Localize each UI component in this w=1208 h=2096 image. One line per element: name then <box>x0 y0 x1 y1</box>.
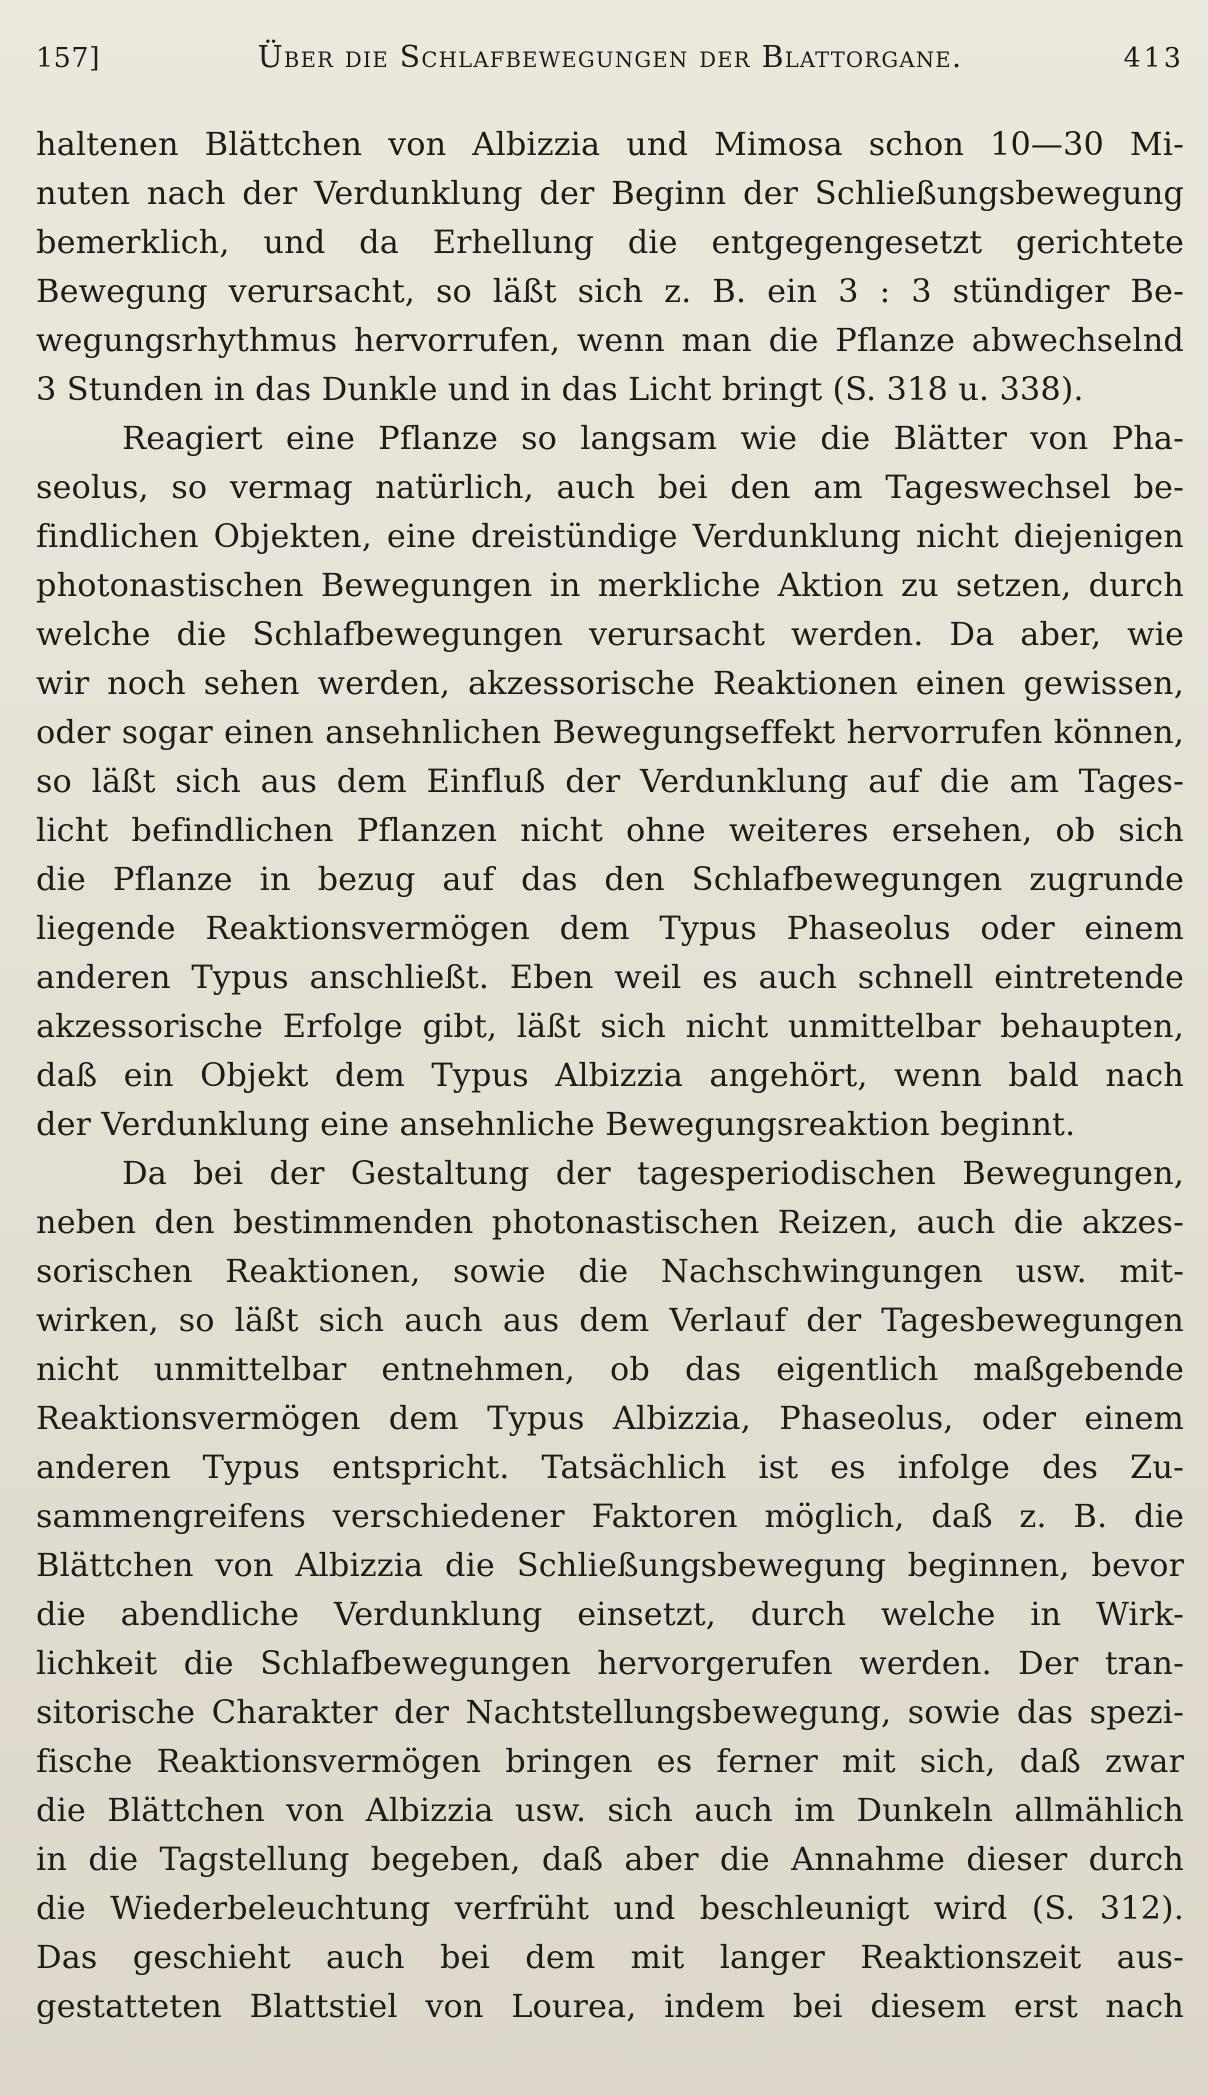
text-line: neben den bestimmenden photonastischen Reizen, auch die akzes- <box>36 1203 1184 1241</box>
text-line: seolus, so vermag natürlich, auch bei den am Tageswechsel be- <box>36 468 1184 506</box>
body-text <box>36 120 1184 2031</box>
text-line: welche die Schlafbewegungen verursacht werden. Da aber, wie <box>36 615 1184 653</box>
text-line: daß ein Objekt dem Typus Albizzia angehört, wenn bald nach <box>36 1056 1184 1094</box>
text-line: Bewegung verursacht, so läßt sich z. B. ein 3 : 3 stündiger Be- <box>36 272 1184 310</box>
text-line: lichkeit die Schlafbewegungen hervorgerufen werden. Der tran- <box>36 1644 1184 1682</box>
text-line: bemerklich, und da Erhellung die entgegengesetzt gerichtete <box>36 223 1184 261</box>
text-line: sammengreifens verschiedener Faktoren möglich, daß z. B. die <box>36 1497 1184 1535</box>
paragraph-start-line: Reagiert eine Pflanze so langsam wie die Blätter von Pha- <box>122 419 1184 457</box>
text-line: photonastischen Bewegungen in merkliche Aktion zu setzen, durch <box>36 566 1184 604</box>
text-line: der Verdunklung eine ansehnliche Bewegungsreaktion beginnt. <box>36 1105 1076 1143</box>
text-line: wegungsrhythmus hervorrufen, wenn man die Pflanze abwechselnd <box>36 321 1184 359</box>
text-line: anderen Typus entspricht. Tatsächlich ist es infolge des Zu- <box>36 1448 1184 1486</box>
text-line: wir noch sehen werden, akzessorische Reaktionen einen gewissen, <box>36 664 1184 702</box>
text-line: oder sogar einen ansehnlichen Bewegungseffekt hervorrufen können, <box>36 713 1184 751</box>
text-line: die Pflanze in bezug auf das den Schlafbewegungen zugrunde <box>36 860 1184 898</box>
text-line: die abendliche Verdunklung einsetzt, durch welche in Wirk- <box>36 1595 1184 1633</box>
text-line: sorischen Reaktionen, sowie die Nachschwingungen usw. mit- <box>36 1252 1184 1290</box>
text-line: Das geschieht auch bei dem mit langer Reaktionszeit aus- <box>36 1938 1184 1976</box>
text-line: 3 Stunden in das Dunkle und in das Licht bringt (S. 318 u. 338). <box>36 370 1084 408</box>
text-line: nuten nach der Verdunklung der Beginn der Schließungsbewegung <box>36 174 1184 212</box>
text-line: licht befindlichen Pflanzen nicht ohne weiteres ersehen, ob sich <box>36 811 1184 849</box>
text-line: findlichen Objekten, eine dreistündige Verdunklung nicht diejenigen <box>36 517 1184 555</box>
text-line: nicht unmittelbar entnehmen, ob das eigentlich maßgebende <box>36 1350 1184 1388</box>
text-line: die Blättchen von Albizzia usw. sich auch im Dunkeln allmählich <box>36 1791 1184 1829</box>
text-line: anderen Typus anschließt. Eben weil es auch schnell eintretende <box>36 958 1184 996</box>
section-number: 157] <box>36 43 101 74</box>
text-line: haltenen Blättchen von Albizzia und Mimosa schon 10—30 Mi- <box>36 125 1184 163</box>
text-line: gestatteten Blattstiel von Lourea, indem bei diesem erst nach <box>36 1987 1184 2025</box>
page-number: 413 <box>1123 43 1184 74</box>
paragraph-start-line: Da bei der Gestaltung der tagesperiodischen Bewegungen, <box>122 1154 1184 1192</box>
running-header <box>36 40 1184 102</box>
text-line: Reaktionsvermögen dem Typus Albizzia, Phaseolus, oder einem <box>36 1399 1184 1437</box>
text-line: fische Reaktionsvermögen bringen es ferner mit sich, daß zwar <box>36 1742 1184 1780</box>
text-line: wirken, so läßt sich auch aus dem Verlauf der Tagesbewegungen <box>36 1301 1184 1339</box>
text-line: die Wiederbeleuchtung verfrüht und beschleunigt wird (S. 312). <box>36 1889 1184 1927</box>
text-line: akzessorische Erfolge gibt, läßt sich nicht unmittelbar behaupten, <box>36 1007 1184 1045</box>
running-title: Über die Schlafbewegungen der Blattorgane. <box>257 40 963 75</box>
text-line: Blättchen von Albizzia die Schließungsbewegung beginnen, bevor <box>36 1546 1184 1584</box>
text-line: so läßt sich aus dem Einfluß der Verdunklung auf die am Tages- <box>36 762 1184 800</box>
text-line: liegende Reaktionsvermögen dem Typus Phaseolus oder einem <box>36 909 1184 947</box>
text-line: sitorische Charakter der Nachtstellungsbewegung, sowie das spezi- <box>36 1693 1184 1731</box>
text-line: in die Tagstellung begeben, daß aber die Annahme dieser durch <box>36 1840 1184 1878</box>
